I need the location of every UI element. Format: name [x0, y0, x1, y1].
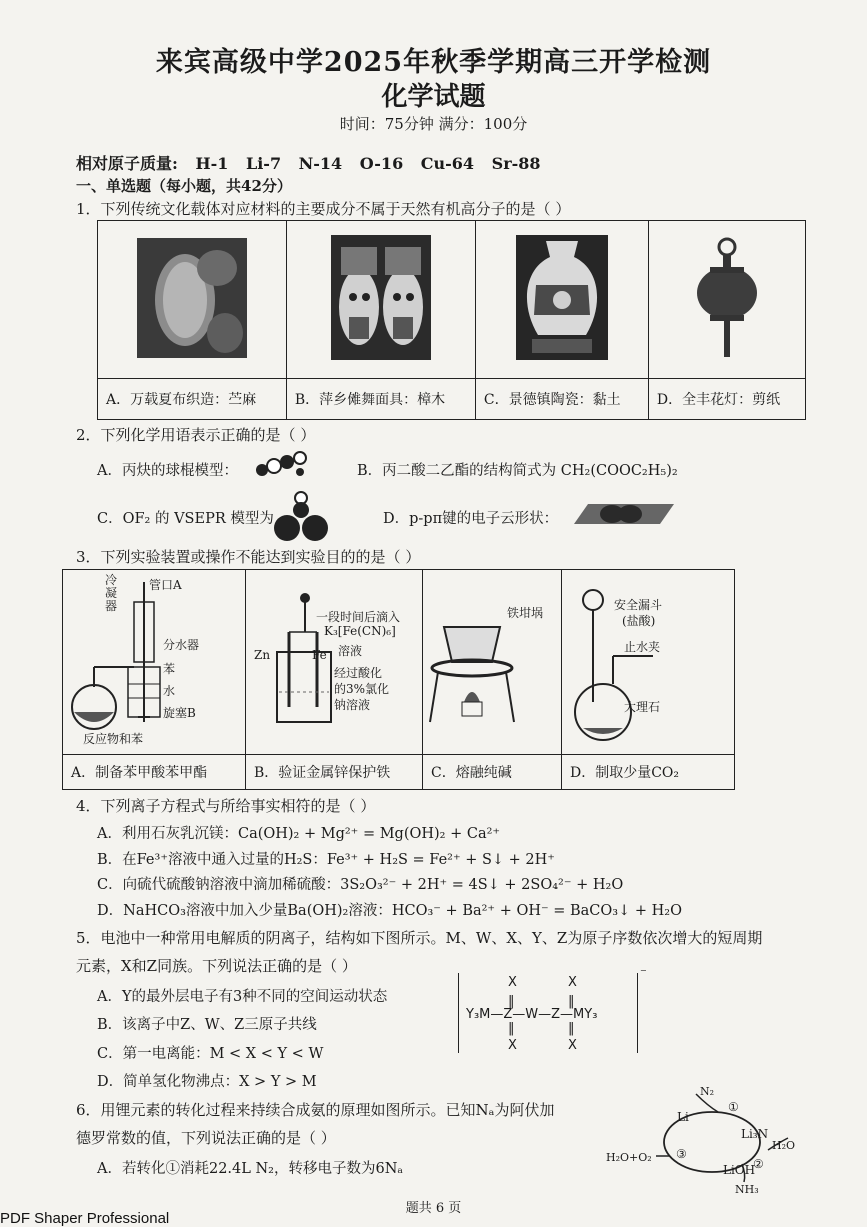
q1-image-cell [475, 221, 648, 379]
question-5-stem-line1: 5．电池中一种常用电解质的阴离子，结构如下图所示。M、W、X、Y、Z为原子序数依次增大的短周期 [76, 929, 763, 947]
structure-backbone: Y₃M—Z—W—Z—MY₃ [466, 1007, 598, 1022]
structure-x-top-left: X [508, 975, 517, 990]
question-3-stem: 3．下列实验装置或操作不能达到实验目的的是（ ） [76, 548, 421, 566]
question-6-stem-line1: 6．用锂元素的转化过程来持续合成氨的原理如图所示。已知Nₐ为阿伏加 [76, 1101, 555, 1119]
q5-option-b: B．该离子中Z、W、Z三原子共线 [97, 1017, 317, 1033]
q5-option-a: A．Y的最外层电子有3种不同的空间运动状态 [97, 989, 388, 1005]
cycle-h2o-o2: H₂O+O₂ [606, 1151, 652, 1164]
label-reactants: 反应物和苯 [83, 732, 144, 746]
structure-double-bond-top-right: ‖ [568, 994, 575, 1009]
exam-title: 来宾高级中学2025年秋季学期高三开学检测 [155, 47, 712, 78]
question-1-stem: 1．下列传统文化载体对应材料的主要成分不属于天然有机高分子的是（ ） [76, 200, 571, 218]
q2-option-d: D．p-pπ键的电子云形状： [383, 511, 559, 527]
q4-option-b: B．在Fe³⁺溶液中通入过量的H₂S：Fe³⁺ + H₂S = Fe²⁺ + S↓ + 2H⁺ [97, 852, 555, 868]
question-2-stem: 2．下列化学用语表示正确的是（ ） [76, 426, 316, 444]
label-hcl: (盐酸) [622, 614, 656, 628]
atomic-mass-item: Li-7 [245, 154, 282, 173]
label-condenser: 冷凝器 [105, 573, 118, 613]
q4-option-d: D．NaHCO₃溶液中加入少量Ba(OH)₂溶液：HCO₃⁻ + Ba²⁺ + OH⁻ = BaCO₃↓ + H₂O [97, 903, 682, 919]
structure-double-bond-bottom-left: ‖ [508, 1021, 515, 1036]
label-after-drop: 一段时间后滴入 [316, 610, 401, 624]
q3-apparatus-a [63, 570, 246, 755]
q1-image-cell [286, 221, 475, 379]
q4-option-a: A．利用石灰乳沉镁：Ca(OH)₂ + Mg²⁺ = Mg(OH)₂ + Ca²⁺ [97, 826, 501, 842]
ramie-image [137, 238, 247, 358]
cycle-li3n: Li₃N [741, 1127, 769, 1141]
label-fe: Fe [312, 648, 327, 662]
question-1-table [97, 220, 806, 420]
question-4-stem: 4．下列离子方程式与所给事实相符的是（ ） [76, 797, 376, 815]
label-zn: Zn [254, 648, 271, 662]
structure-x-top-right: X [568, 975, 577, 990]
label-water: 水 [163, 684, 176, 698]
q3-apparatus-d [562, 570, 735, 755]
label-ferricyanide: K₃[Fe(CN)₆] [324, 624, 396, 638]
atomic-mass-item: Sr-88 [491, 154, 541, 173]
q2-option-b: B．丙二酸二乙酯的结构简式为 CH₂(COOC₂H₅)₂ [357, 463, 678, 479]
question-5-stem-line2: 元素，X和Z同族。下列说法正确的是（ ） [76, 957, 357, 975]
label-safety-funnel: 安全漏斗 [614, 598, 663, 612]
label-water-separator: 分水器 [163, 638, 200, 652]
atomic-masses [76, 151, 553, 174]
label-water-clip: 止水夹 [624, 640, 661, 654]
structure-x-bottom-left: X [508, 1038, 517, 1053]
label-iron-crucible: 铁坩埚 [507, 606, 544, 620]
label-benzene: 苯 [163, 662, 176, 676]
page-footer: 题共 6 页 [405, 1201, 462, 1216]
q1-option-b: B．萍乡傩舞面具：樟木 [286, 379, 475, 420]
q1-image-cell [648, 221, 805, 379]
q2-option-a: A．丙炔的球棍模型： [97, 463, 238, 479]
question-6-stem-line2: 德罗常数的值，下列说法正确的是（ ） [76, 1129, 336, 1147]
cycle-h2o: H₂O [772, 1139, 796, 1152]
crucible-apparatus-icon [424, 572, 560, 752]
cycle-step-1: ① [728, 1100, 739, 1114]
q5-option-c: C．第一电离能：M < X < Y < W [97, 1046, 324, 1062]
vsepr-model-icon [273, 488, 329, 544]
cycle-step-3: ③ [676, 1147, 687, 1161]
lithium-cycle-diagram [600, 1082, 810, 1194]
cycle-n2: N₂ [700, 1085, 715, 1098]
structure-double-bond-bottom-right: ‖ [568, 1021, 575, 1036]
structure-x-bottom-right: X [568, 1038, 577, 1053]
label-nacl-solution: 钠溶液 [334, 698, 371, 712]
lantern-image [692, 235, 762, 360]
q3-apparatus-b [246, 570, 423, 755]
exam-subtitle: 化学试题 [381, 82, 486, 112]
structure-double-bond-top-left: ‖ [508, 994, 515, 1009]
q3-option-c: C．熔融纯碱 [423, 755, 562, 790]
q1-option-d: D．全丰花灯：剪纸 [648, 379, 805, 420]
q3-option-b: B．验证金属锌保护铁 [246, 755, 423, 790]
label-marble: 大理石 [624, 700, 661, 714]
propyne-ball-stick-icon [254, 448, 310, 478]
cycle-nh3: NH₃ [735, 1183, 759, 1196]
section-heading: 一、单选题（每小题，共42分） [76, 177, 292, 195]
cycle-lioh: LiOH [723, 1163, 756, 1177]
exam-info: 时间：75分钟 满分：100分 [339, 115, 528, 133]
q3-option-d: D．制取少量CO₂ [562, 755, 735, 790]
watermark: PDF Shaper Professional [0, 1210, 170, 1227]
q6-option-a: A．若转化①消耗22.4L N₂，转移电子数为6Nₐ [97, 1161, 403, 1177]
question-3-table [62, 569, 735, 790]
q5-option-d: D．简单氢化物沸点：X > Y > M [97, 1074, 317, 1090]
q1-option-c: C．景德镇陶瓷：黏土 [475, 379, 648, 420]
galvanic-cell-icon [247, 572, 421, 752]
structure-charge: ⁻ [640, 966, 647, 981]
label-solution: 溶液 [338, 644, 363, 658]
q1-image-cell [98, 221, 287, 379]
atomic-mass-item: Cu-64 [420, 154, 475, 173]
atomic-mass-item: N-14 [298, 154, 343, 173]
label-acidified: 经过酸化 [334, 666, 383, 680]
atomic-mass-item: H-1 [195, 154, 229, 173]
cycle-li: Li [677, 1110, 689, 1124]
cycle-step-2: ② [753, 1157, 764, 1171]
q3-option-a: A．制备苯甲酸苯甲酯 [63, 755, 246, 790]
porcelain-vase-image [516, 235, 608, 360]
q2-option-c: C．OF₂ 的 VSEPR 模型为 [97, 511, 274, 527]
atomic-mass-item: O-16 [359, 154, 404, 173]
nuo-mask-image [331, 235, 431, 360]
q4-option-c: C．向硫代硫酸钠溶液中滴加稀硫酸：3S₂O₃²⁻ + 2H⁺ = 4S↓ + 2SO₄²⁻ + H₂O [97, 877, 624, 893]
q3-apparatus-c [423, 570, 562, 755]
label-tube-a: 管口A [149, 578, 182, 592]
atomic-masses-label: 相对原子质量: [76, 154, 178, 173]
esterification-apparatus-icon [64, 572, 244, 752]
p-p-pi-bond-icon [574, 500, 674, 528]
label-stopcock-b: 旋塞B [163, 706, 196, 720]
q1-option-a: A．万载夏布织造：苎麻 [98, 379, 287, 420]
label-nacl: 的3%氯化 [334, 682, 390, 696]
